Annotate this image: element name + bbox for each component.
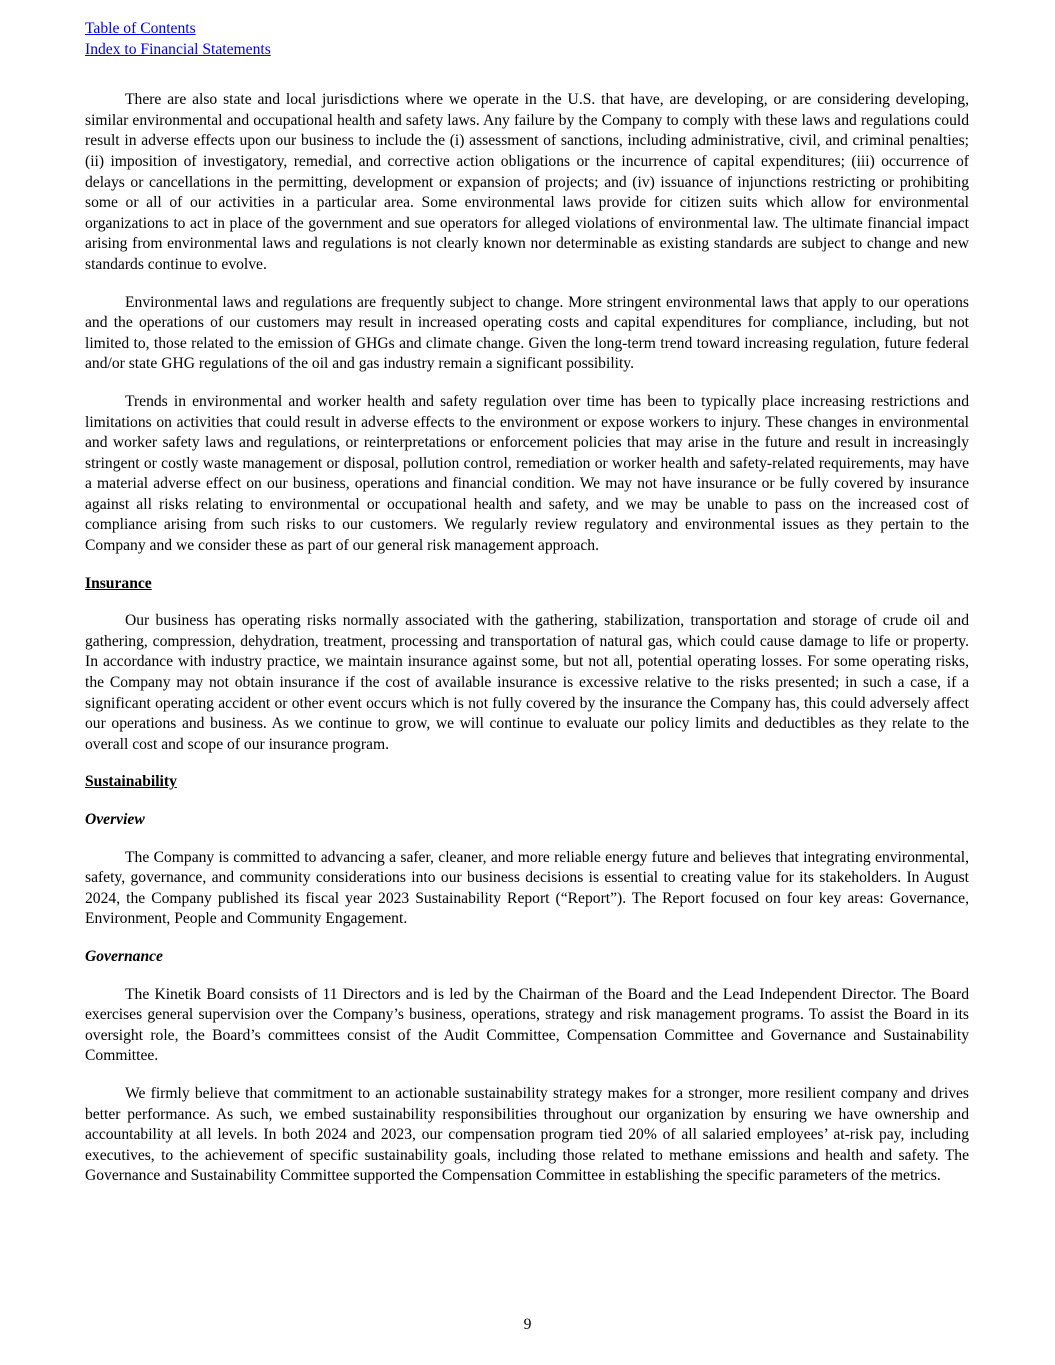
paragraph-health-safety-trends: Trends in environmental and worker health and safety regulation over time has been to typically place increasing restrictions and limitations on activities that could result in adverse effects to the environment or expose workers to injury. These changes in environmental and worker safety laws and regulations, or reinterpretations or enforcement policies that may arise in the future and result in increasingly stringent or costly waste management or disposal, pollution control, remediation or worker health and safety-related requirements, may have a material adverse effect on our business, operations and financial condition. We may not have insurance or be fully covered by insurance against all risks relating to environmental or occupational health and safety, and we may be unable to pass on the increased cost of compliance arising from such risks to our customers. We regularly review regulatory and environmental issues as they pertain to the Company and we consider these as part of our general risk management approach.	[85, 392, 969, 555]
paragraph-state-local-jurisdictions: There are also state and local jurisdictions where we operate in the U.S. that have, are developing, or are considering developing, similar environmental and occupational health and safety laws. Any failure by the Company to comply with these laws and regulations could result in adverse effects upon our business to include the (i) assessment of sanctions, including administrative, civil, and criminal penalties; (ii) imposition of investigatory, remedial, and corrective action obligations or the incurrence of capital expenditures; (iii) occurrence of delays or cancellations in the permitting, development or expansion of projects; and (iv) issuance of injunctions restricting or prohibiting some or all of our activities in a particular area. Some environmental laws provide for citizen suits which allow for environmental organizations to act in place of the government and sue operators for alleged violations of environmental law. The ultimate financial impact arising from environmental laws and regulations is not clearly known nor determinable as existing standards are subject to change and new standards continue to evolve.	[85, 91, 969, 273]
document-page	[85, 19, 969, 1204]
heading-sustainability: Sustainability	[85, 773, 177, 791]
page-number: 9	[523, 1316, 532, 1333]
subheading-overview: Overview	[85, 811, 145, 828]
document-body	[85, 90, 969, 1187]
heading-insurance: Insurance	[85, 574, 152, 592]
index-to-financial-statements-link[interactable]: Index to Financial Statements	[85, 40, 271, 58]
navigation-links	[85, 19, 969, 60]
paragraph-board: The Kinetik Board consists of 11 Directors and is led by the Chairman of the Board and the Lead Independent Director. The Board exercises general supervision over the Company’s business, operations, strategy and risk management programs. To assist the Board in its oversight role, the Board’s committees consist of the Audit Committee, Compensation Committee and Governance and Sustainability Committee.	[85, 985, 969, 1065]
paragraph-environmental-laws-change: Environmental laws and regulations are frequently subject to change. More stringent environmental laws that apply to our operations and the operations of our customers may result in increased operating costs and capital expenditures for compliance, including, but not limited to, those related to the emission of GHGs and climate change. Given the long-term trend toward increasing regulation, future federal and/or state GHG regulations of the oil and gas industry remain a significant possibility.	[85, 293, 969, 373]
paragraph-sustainability-strategy: We firmly believe that commitment to an actionable sustainability strategy makes for a stronger, more resilient company and drives better performance. As such, we embed sustainability responsibilities throughout our organization by ensuring we have ownership and accountability at all levels. In both 2024 and 2023, our compensation program tied 20% of all salaried employees’ at-risk pay, including executives, to the achievement of specific sustainability goals, including those related to methane emissions and health and safety. The Governance and Sustainability Committee supported the Compensation Committee in establishing the specific parameters of the metrics.	[85, 1084, 969, 1185]
paragraph-overview: The Company is committed to advancing a safer, cleaner, and more reliable energy future and believes that integrating environmental, safety, governance, and community considerations into our business decisions is essential to creating value for its stakeholders. In August 2024, the Company published its fiscal year 2023 Sustainability Report (“Report”). The Report focused on four key areas: Governance, Environment, People and Community Engagement.	[85, 848, 969, 928]
subheading-governance: Governance	[85, 947, 163, 965]
paragraph-insurance: Our business has operating risks normally associated with the gathering, stabilization, transportation and storage of crude oil and gathering, compression, dehydration, treatment, processing and transportation of natural gas, which could cause damage to life or property. In accordance with industry practice, we maintain insurance against some, but not all, potential operating losses. For some operating risks, the Company may not obtain insurance if the cost of available insurance is excessive relative to the risks presented; in such a case, if a significant operating accident or other event occurs which is not fully covered by the insurance the Company has, this could adversely affect our operations and business. As we continue to grow, we will continue to evaluate our policy limits and deductibles as they relate to the overall cost and scope of our insurance program.	[85, 612, 969, 753]
table-of-contents-link[interactable]: Table of Contents	[85, 20, 196, 37]
